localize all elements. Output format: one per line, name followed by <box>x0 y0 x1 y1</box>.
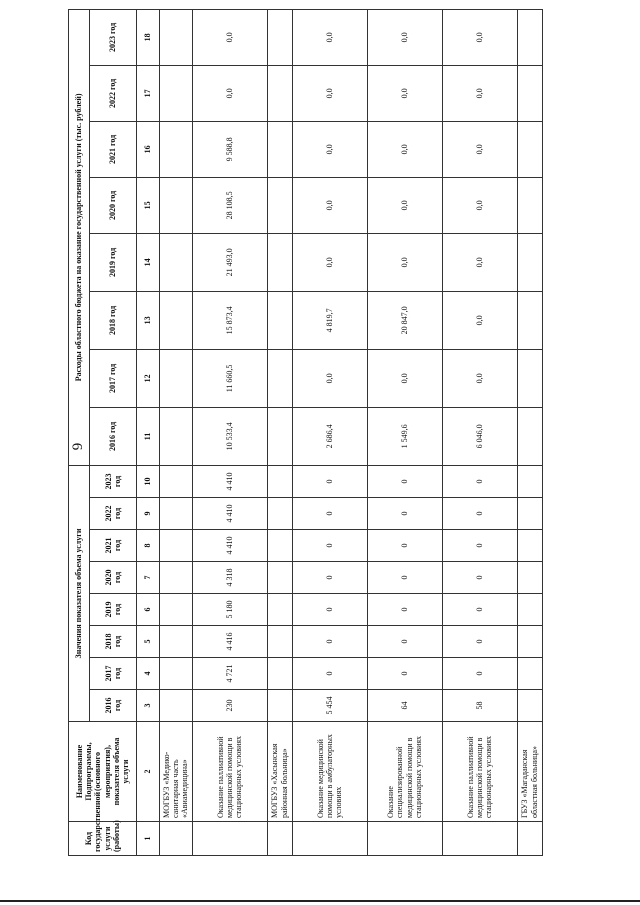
service-row <box>292 9 367 855</box>
volume-year-header: 2019 год <box>90 594 137 626</box>
volume-cell: 0 <box>442 626 517 658</box>
volume-cell: 4 416 <box>192 626 267 658</box>
budget-year-header: 2021 год <box>90 121 137 177</box>
budget-cell: 0,0 <box>367 65 442 121</box>
volume-cell <box>267 465 292 497</box>
budget-cell: 0,0 <box>192 9 267 65</box>
col-name-header: Наименование Подпрограммы, (основного мероприятия), показателя объема услуги <box>69 722 137 822</box>
volume-year-header: 2023 год <box>90 465 137 497</box>
code-cell <box>517 822 542 856</box>
budget-cell: 0,0 <box>442 349 517 407</box>
volume-cell: 0 <box>367 562 442 594</box>
budget-year-header: 2022 год <box>90 65 137 121</box>
name-cell: Оказание медицинской помощи в амбулаторных условиях <box>292 722 367 822</box>
volume-cell: 230 <box>192 690 267 722</box>
budget-cell: 28 108,5 <box>192 177 267 233</box>
column-number: 11 <box>137 407 160 465</box>
column-number: 14 <box>137 233 160 291</box>
volume-cell: 0 <box>442 530 517 562</box>
budget-cell: 0,0 <box>367 121 442 177</box>
budget-cell <box>160 291 193 349</box>
budget-year-header: 2016 год <box>90 407 137 465</box>
code-cell <box>442 822 517 856</box>
budget-cell <box>267 291 292 349</box>
volume-cell: 0 <box>367 465 442 497</box>
col-code-header: Код государственной услуги (работы) <box>69 822 137 856</box>
budget-cell: 0,0 <box>292 349 367 407</box>
column-number: 17 <box>137 65 160 121</box>
column-number: 3 <box>137 690 160 722</box>
budget-year-header: 2019 год <box>90 233 137 291</box>
budget-cell: 0,0 <box>292 65 367 121</box>
budget-cell: 0,0 <box>292 9 367 65</box>
budget-cell: 2 686,4 <box>292 407 367 465</box>
service-row <box>367 9 442 855</box>
volume-cell <box>267 562 292 594</box>
budget-cell: 0,0 <box>292 233 367 291</box>
budget-cell: 11 660,5 <box>192 349 267 407</box>
volume-cell <box>267 530 292 562</box>
rotated-table-frame <box>68 20 589 856</box>
budget-cell <box>517 233 542 291</box>
budget-cell <box>517 407 542 465</box>
budget-year-header: 2020 год <box>90 177 137 233</box>
bottom-rule <box>0 900 640 902</box>
volume-year-header: 2018 год <box>90 626 137 658</box>
code-cell <box>160 822 193 856</box>
name-cell: Оказание специализированной медицинской помощи в стационарных условиях <box>367 722 442 822</box>
budget-cell <box>267 407 292 465</box>
name-cell: Оказание паллиативной медицинской помощи в стационарных условиях <box>192 722 267 822</box>
volume-cell: 0 <box>367 626 442 658</box>
budget-cell: 0,0 <box>292 177 367 233</box>
name-cell: ГБУЗ «Магаданская областная больница» <box>517 722 542 822</box>
volume-cell <box>267 626 292 658</box>
volume-cell <box>160 562 193 594</box>
volume-cell <box>267 658 292 690</box>
budget-cell: 0,0 <box>367 177 442 233</box>
code-cell <box>192 822 267 856</box>
column-number: 12 <box>137 349 160 407</box>
volume-year-header: 2020 год <box>90 562 137 594</box>
volume-cell: 0 <box>367 530 442 562</box>
volume-cell: 0 <box>367 594 442 626</box>
volume-cell: 5 454 <box>292 690 367 722</box>
volume-cell <box>517 690 542 722</box>
volume-cell <box>267 690 292 722</box>
column-number: 2 <box>137 722 160 822</box>
code-cell <box>292 822 367 856</box>
budget-cell <box>160 9 193 65</box>
volume-cell <box>517 626 542 658</box>
budget-cell: 0,0 <box>367 233 442 291</box>
volume-cell <box>517 530 542 562</box>
volume-cell <box>517 465 542 497</box>
volume-cell: 64 <box>367 690 442 722</box>
budget-cell: 20 847,0 <box>367 291 442 349</box>
budget-cell <box>517 121 542 177</box>
name-cell: МОГБУЗ «Медико-санитарная часть «Авиамедицина» <box>160 722 193 822</box>
budget-cell <box>267 121 292 177</box>
budget-cell: 10 533,4 <box>192 407 267 465</box>
budget-cell <box>517 349 542 407</box>
budget-cell: 0,0 <box>442 65 517 121</box>
page-number: 6 <box>68 442 85 451</box>
budget-group-header: Расходы областного бюджета на оказание государственной услуги (тыс. рублей) <box>69 9 90 465</box>
volume-cell: 0 <box>442 594 517 626</box>
volume-cell: 0 <box>367 658 442 690</box>
volume-cell <box>160 658 193 690</box>
volume-cell: 0 <box>367 498 442 530</box>
volume-cell <box>160 498 193 530</box>
volume-cell: 0 <box>292 626 367 658</box>
volume-cell <box>160 594 193 626</box>
volume-cell: 0 <box>292 594 367 626</box>
column-number: 16 <box>137 121 160 177</box>
budget-cell: 0,0 <box>442 177 517 233</box>
organization-row <box>517 9 542 855</box>
volume-cell <box>267 498 292 530</box>
budget-cell <box>517 177 542 233</box>
service-row <box>192 9 267 855</box>
volume-cell: 0 <box>292 562 367 594</box>
volume-cell: 4 721 <box>192 658 267 690</box>
budget-cell: 0,0 <box>442 291 517 349</box>
volume-cell: 4 410 <box>192 530 267 562</box>
volume-cell: 4 318 <box>192 562 267 594</box>
column-number: 8 <box>137 530 160 562</box>
budget-cell: 6 046,0 <box>442 407 517 465</box>
column-number: 18 <box>137 9 160 65</box>
budget-cell <box>160 177 193 233</box>
budget-cell: 0,0 <box>292 121 367 177</box>
budget-year-header: 2023 год <box>90 9 137 65</box>
column-number: 15 <box>137 177 160 233</box>
volume-cell <box>517 498 542 530</box>
volume-cell: 4 410 <box>192 498 267 530</box>
volume-group-header: Значения показателя объема услуги <box>69 465 90 721</box>
budget-cell: 4 819,7 <box>292 291 367 349</box>
volume-cell: 0 <box>442 465 517 497</box>
volume-cell: 58 <box>442 690 517 722</box>
budget-cell: 0,0 <box>442 121 517 177</box>
volume-cell: 0 <box>442 498 517 530</box>
code-cell <box>367 822 442 856</box>
budget-cell <box>160 121 193 177</box>
budget-cell <box>267 233 292 291</box>
budget-cell <box>267 349 292 407</box>
volume-cell <box>160 626 193 658</box>
budget-cell <box>267 65 292 121</box>
column-number: 4 <box>137 658 160 690</box>
volume-cell <box>517 658 542 690</box>
volume-cell <box>160 530 193 562</box>
budget-cell: 15 873,4 <box>192 291 267 349</box>
volume-cell: 5 180 <box>192 594 267 626</box>
budget-cell <box>160 65 193 121</box>
volume-year-header: 2021 год <box>90 530 137 562</box>
volume-cell <box>160 465 193 497</box>
volume-year-header: 2016 год <box>90 690 137 722</box>
name-cell: МОГБУЗ «Хасынская районная больница» <box>267 722 292 822</box>
volume-cell: 0 <box>292 530 367 562</box>
budget-cell <box>267 177 292 233</box>
budget-cell <box>160 233 193 291</box>
volume-year-header: 2017 год <box>90 658 137 690</box>
volume-cell: 0 <box>442 562 517 594</box>
volume-cell: 4 410 <box>192 465 267 497</box>
budget-cell <box>517 9 542 65</box>
budget-cell <box>160 349 193 407</box>
budget-cell: 21 493,0 <box>192 233 267 291</box>
budget-cell <box>517 291 542 349</box>
volume-cell: 0 <box>292 498 367 530</box>
column-number: 7 <box>137 562 160 594</box>
budget-cell <box>517 65 542 121</box>
organization-row <box>267 9 292 855</box>
organization-row <box>160 9 193 855</box>
column-number: 13 <box>137 291 160 349</box>
budget-cell: 0,0 <box>367 9 442 65</box>
budget-year-header: 2017 год <box>90 349 137 407</box>
column-number: 6 <box>137 594 160 626</box>
volume-cell: 0 <box>292 465 367 497</box>
volume-cell <box>517 594 542 626</box>
column-number: 5 <box>137 626 160 658</box>
volume-cell <box>267 594 292 626</box>
volume-cell: 0 <box>442 658 517 690</box>
budget-cell <box>160 407 193 465</box>
column-number: 1 <box>137 822 160 856</box>
budget-cell: 0,0 <box>442 9 517 65</box>
volume-cell <box>160 690 193 722</box>
volume-cell <box>517 562 542 594</box>
volume-cell: 0 <box>292 658 367 690</box>
services-table <box>68 9 543 856</box>
column-number: 9 <box>137 498 160 530</box>
budget-cell: 0,0 <box>442 233 517 291</box>
budget-cell: 1 549,6 <box>367 407 442 465</box>
budget-year-header: 2018 год <box>90 291 137 349</box>
budget-cell <box>267 9 292 65</box>
budget-cell: 0,0 <box>367 349 442 407</box>
budget-cell: 0,0 <box>192 65 267 121</box>
budget-cell: 9 588,8 <box>192 121 267 177</box>
column-number: 10 <box>137 465 160 497</box>
code-cell <box>267 822 292 856</box>
service-row <box>442 9 517 855</box>
volume-year-header: 2022 год <box>90 498 137 530</box>
name-cell: Оказание паллиативной медицинской помощи в стационарных условиях <box>442 722 517 822</box>
